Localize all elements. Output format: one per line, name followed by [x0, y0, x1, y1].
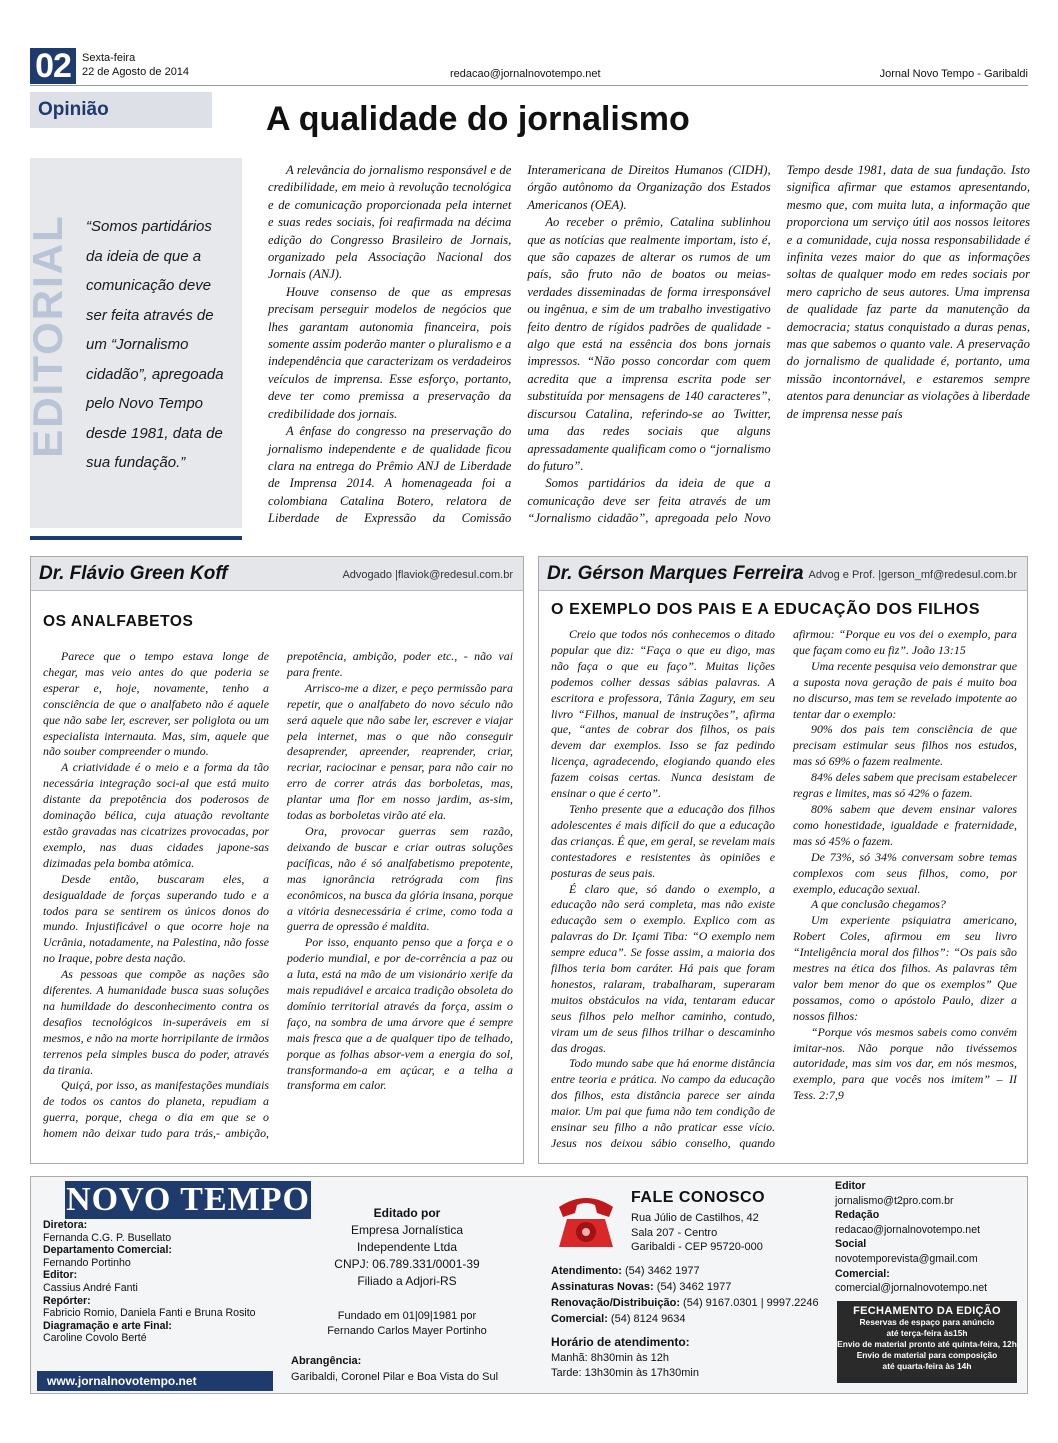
contact-label: Atendimento:: [551, 1265, 622, 1277]
closing-line: até quarta-feira às 14h: [882, 1361, 972, 1371]
staff-label: Repórter:: [43, 1294, 91, 1307]
closing-title: FECHAMENTO DA EDIÇÃO: [853, 1305, 1001, 1317]
article-title: OS ANALFABETOS: [43, 613, 194, 630]
founded-line: Fernando Carlos Mayer Portinho: [327, 1325, 487, 1337]
header-email-link[interactable]: redacao@jornalnovotempo.net: [450, 68, 601, 80]
contact-phone: (54) 3462 1977: [656, 1281, 732, 1293]
hours-line: Tarde: 13h30min às 17h30min: [551, 1367, 699, 1379]
staff-value: Caroline Covolo Berté: [43, 1332, 147, 1345]
paragraph: 84% deles sabem que precisam estabelecer regras e limites, mas só 42% o fazem.: [793, 770, 1017, 801]
staff-list: [43, 1219, 283, 1345]
paragraph: Desde então, buscaram eles, a desigualdade de forças superando tudo e a todos para se sentirem os únicos donos do mundo. Injustificável o que ocorre hoje na Ucrânia, notadamente, na Palestina, não fosse no Iraque, pobre desta nação.: [43, 871, 269, 966]
section-tag: Opinião: [30, 92, 212, 128]
article-body: [551, 627, 1017, 1155]
newspaper-logo: NOVO TEMPO: [66, 1181, 310, 1218]
editorial-vertical-label: EDITORIAL: [24, 214, 71, 458]
staff-value: Fernanda C.G. P. Busellato: [43, 1231, 172, 1244]
founded-line: Fundado em 01|09|1981 por: [337, 1310, 477, 1322]
date: 22 de Agosto de 2014: [82, 66, 190, 78]
paragraph: Tenho presente que a educação dos filhos adolescentes é mais difícil do que a educação das crianças. É que, em geral, se revelam mais contestadores e resistentes às opiniões e posturas de seus pais.: [551, 801, 775, 880]
publisher-title: Editado por: [373, 1206, 441, 1220]
paragraph: Ora, provocar guerras sem razão, deixando de buscar e criar outras soluções pacíficas, não é só analfabetismo prepotente, mas ignorância retrógrada com fins econômicos, na busca da glória insana, porque a vitória desnecessária é crime, como toda a guerra de opressão é maldita.: [287, 823, 513, 934]
article-exemplo-dos-pais: [538, 556, 1028, 1164]
article-author: Dr. Gérson Marques Ferreira: [547, 563, 804, 584]
address-block: [631, 1211, 763, 1255]
closing-line: até terça-feira às15h: [886, 1328, 968, 1338]
paragraph: Somos partidários da ideia de que a comunicação deve ser feita através de um “Jornalismo cidadão”, apregoada pelo Novo Tempo desde 1981, data de sua fundação. Isto significa afirmar que estamos apresentando, mesmo que, com muita luta, a informação que proporciona um serviço útil aos nossos leitores e a comunidade, cuja nossa responsabilidade é infinita vezes maior do que as informações soltas de qualquer modo em redes sociais por mero capricho de seus autores. Uma imprensa de qualidade faz parte da manutenção da democracia; status conquistado a duras penas, mas que sabemos o quanto vale. A preservação do jornalismo de qualidade é, portanto, uma missão incontornável, e estaremos sempre atentos para denunciar as violações à liberdade de imprensa nesse país: [527, 163, 1030, 526]
paragraph: De 73%, só 34% conversam sobre temas complexos com seus filhos, como, por exemplo, educação sexual.: [793, 849, 1017, 896]
contact-phone: (54) 8124 9634: [610, 1313, 686, 1325]
contact-phone: (54) 9167.0301 | 9997.2246: [683, 1297, 819, 1309]
paragraph: “Porque vós mesmos sabeis como convém imitar-nos. Não porque não tivéssemos autoridade, mas sim vos dar, em nós mesmos, exemplo, para que vocês nos imitem” – II Tess. 2:7,9: [793, 1024, 1017, 1103]
contact-title: FALE CONOSCO: [631, 1189, 766, 1206]
staff-value: Fernando Portinho: [43, 1256, 131, 1269]
contact-row: [551, 1263, 831, 1279]
hours-line: Manhã: 8h30min às 12h: [551, 1352, 670, 1364]
article-author-contact[interactable]: Advog e Prof. |gerson_mf@redesul.com.br: [808, 569, 1017, 581]
closing-info-box: [837, 1301, 1017, 1383]
email-label: Editor: [835, 1180, 866, 1192]
contact-row: [551, 1279, 831, 1295]
email-link[interactable]: comercial@jornalnovotempo.net: [835, 1282, 988, 1295]
contact-phone: (54) 3462 1977: [624, 1265, 700, 1277]
paragraph: Arrisco-me a dizer, e peço permissão para repetir, que o analfabeto do novo século não será aquele que não sabe ler, escrever e viajar pela internet, mas o que não conseguir desaprender, apreender, reaprender, criar, recriar, raciocinar e pensar, para não cair no erro de correr atrás das borboletas, mas, plantar uma flor em nosso jardim, as-sim, todas as borboletas virão até ela.: [287, 680, 513, 823]
staff-value: Fabricio Romio, Daniela Fanti e Bruna Rosito: [43, 1307, 256, 1320]
email-label: Redação: [835, 1209, 880, 1222]
editorial-body: [268, 162, 1030, 532]
contact-row: [551, 1295, 831, 1311]
contact-row: [551, 1311, 831, 1327]
email-link[interactable]: novotemporevista@gmail.com: [835, 1252, 978, 1265]
page-number: 02: [30, 48, 76, 84]
paragraph: 80% sabem que devem ensinar valores como honestidade, igualdade e fraternidade, mas só 45% o fazem.: [793, 801, 1017, 848]
closing-line: Envio de material para composição: [856, 1350, 998, 1360]
paragraph: A relevância do jornalismo responsável e de credibilidade, em meio à revolução tecnológica e de comunicação proporcionada pela internet e suas redes sociais, foi reafirmada na décima edição do Congresso Brasileiro de Jornais, organizado pela Associação Nacional dos Jornais (ANJ).: [268, 163, 512, 282]
red-telephone-icon: [551, 1187, 621, 1253]
paragraph: Houve consenso de que as empresas precisam perseguir modelos de negócios que lhes garantam autonomia financeira, pois somente assim poderão manter o pluralismo e a independência que caracterizam os verdadeiros veículos de imprensa. Esse esforço, portanto, deve ter como premissa a preservação da credibilidade dos jornais.: [268, 284, 512, 421]
address-line: Rua Júlio de Castilhos, 42: [631, 1212, 759, 1224]
editorial-pull-quote: “Somos partidários da ideia de que a comunicação deve ser feita através de um “Jornalismo cidadão”, apregoada pelo Novo Tempo desde 1981, data de sua fundação.”: [86, 218, 224, 471]
closing-line: Envio de material pronto até quinta-feira, 12h: [837, 1339, 1017, 1349]
article-title: O EXEMPLO DOS PAIS E A EDUCAÇÃO DOS FILHOS: [551, 601, 981, 618]
address-line: Sala 207 - Centro: [631, 1226, 718, 1239]
page-title: A qualidade do jornalismo: [266, 100, 690, 138]
contact-label: Renovação/Distribuição:: [551, 1297, 680, 1309]
paragraph: Parece que o tempo estava longe de chegar, mas veio antes do que poderia se esperar e, hoje, novamente, tenho a consciência de que o analfabeto não é aquele que não sabe ler, escrever, ser poliglota ou um especialista internauta. Mas, sim, aquele que não souber compreender o mundo.: [43, 649, 269, 759]
email-contacts: [835, 1179, 1025, 1296]
paragraph: A que conclusão chegamos?: [811, 897, 946, 912]
publisher-block: [301, 1205, 513, 1290]
hours-title: Horário de atendimento:: [551, 1335, 690, 1349]
staff-label: Diretora:: [43, 1219, 88, 1231]
weekday: Sexta-feira: [82, 52, 136, 64]
date-block: [82, 51, 189, 79]
paragraph: As pessoas que compõe as nações são diferentes. A humanidade busca suas soluções na humildade do desconhecimento contra os desafios tecnológicos in-superáveis em si mesmos, e não na morte horripilante de irmãos terrenos pela simples busca do poder, através da tirania.: [43, 967, 269, 1077]
paragraph: Todo mundo sabe que há enorme distância entre teoria e prática. No campo da educação dos filhos, esta distância parece ser ainda maior. Um pai que fuma não tem condição de ensinar seu filho a não praticar esse vício. Jesus nos deixou sábio conselho, quando afirmou: “Porque eu vos dei o exemplo, para que façam como eu fiz”. João 13:15: [551, 627, 1017, 1150]
email-label: Social: [835, 1238, 867, 1251]
divider: [30, 536, 242, 540]
article-author: Dr. Flávio Green Koff: [39, 563, 228, 584]
page-header: [30, 48, 1028, 86]
paragraph: 90% dos pais tem consciência de que precisam estimular seus filhos nos estudos, mas só 69% o fazem realmente.: [793, 722, 1017, 769]
email-link[interactable]: redacao@jornalnovotempo.net: [835, 1223, 981, 1236]
paragraph: Uma recente pesquisa veio demonstrar que a suposta nova geração de pais é muito boa no discurso, mas tem se revelado impotente ao tentar dar o exemplo:: [793, 658, 1017, 721]
email-link[interactable]: jornalismo@t2pro.com.br: [835, 1194, 954, 1207]
article-header: [539, 557, 1027, 591]
email-label: Comercial:: [835, 1267, 890, 1280]
founded-block: [301, 1309, 513, 1339]
closing-line: Reservas de espaço para anúncio: [859, 1317, 995, 1327]
address-line: Garibaldi - CEP 95720-000: [631, 1241, 763, 1253]
hours-block: [551, 1351, 699, 1381]
paragraph: A ênfase do congresso na preservação do jornalismo independente e de qualidade ficou clara na entrega do Prêmio ANJ de Liberdade de Imprensa 2014. A homenageada foi a colombiana Catalina Botero, relatora de Liberdade de Expressão da Comissão Interamericana de Direitos Humanos (CIDH), órgão autônomo da Organização dos Estados Americanos (OEA).: [268, 163, 771, 526]
coverage-label: Abrangência:: [291, 1355, 362, 1367]
coverage-block: [291, 1353, 541, 1385]
staff-label: Editor:: [43, 1269, 78, 1282]
contact-label: Assinaturas Novas:: [551, 1281, 654, 1293]
paragraph: Um experiente psiquiatra americano, Robert Coles, afirmou em seu livro “Inteligência moral dos filhos”: “Os pais são mestres na ética dos filhos. As palavras têm valor bem menor do que os exemplos” Que possamos, como o apóstolo Paulo, dizer a nossos filhos:: [793, 913, 1017, 1023]
paragraph: Por isso, enquanto penso que a força e o poderio mundial, e por de-corrência a paz ou a luta, está na mão de um visionário xerife da mais repudiável e arcaica tradição obsoleta do domínio territorial através da força, assim o faço, na sombra de uma árvore que é sempre mais fresca que a de qualquer tipo de telhado, porque as folhas absor-vem a energia do sol, transformando-a em açúcar, e a telha a transforma em calor.: [287, 935, 513, 1093]
website-link[interactable]: www.jornalnovotempo.net: [37, 1371, 273, 1391]
article-author-contact[interactable]: Advogado |flaviok@redesul.com.br: [342, 569, 513, 581]
staff-label: Diagramação e arte Final:: [43, 1319, 172, 1332]
staff-value: Cassius André Fanti: [43, 1281, 138, 1294]
paragraph: Ao receber o prêmio, Catalina sublinhou que as notícias que realmente importam, isto é, que são capazes de alterar os rumos de um país, são fruto não de boatos ou meias-verdades disseminadas de forma irresponsável ou ingênua, e sim de um trabalho investigativo feito dentro de rígidos padrões de qualidade - algo que está na essência dos bons jornais impressos. “Não posso concordar com quem acredita que a imprensa escrita pode ser substituída por mensagens de 140 caracteres”, discursou Catalina, referindo-se ao Twitter, uma das redes sociais que alguns apressadamente qualificam como o “jornalismo do futuro”.: [527, 215, 771, 473]
paragraph: A criatividade é o meio e a forma da tão necessária integração soci-al que está muito distante da prepotência dos poderosos de dominação bélica, cuja atuação revoltante estão gravadas nas cicatrizes provocadas, por exemplo, nas duas cidades japone-sas dizimadas pela bomba atômica.: [43, 760, 269, 870]
publisher-line: Empresa Jornalística: [350, 1223, 464, 1237]
newspaper-name: Jornal Novo Tempo - Garibaldi: [879, 68, 1028, 80]
paragraph: É claro que, só dando o exemplo, a educação não será completa, mas não existe educação sem o exemplo. Explico com as palavras do Dr. Içami Tiba: “O exemplo nem sempre educa”. Se fosse assim, a maioria dos filhos teria bom caráter. Há pais que foram honestos, ralaram, trabalharam, superaram muitos obstáculos na vida, tentaram educar seus filhos pelo melhor caminho, contudo, viram um de seus filhos trilhar o descaminho das drogas.: [551, 881, 775, 1055]
masthead-footer: [30, 1176, 1028, 1394]
paragraph: Quiçá, por isso, as manifestações mundiais de todos os cantos do planeta, repudiam a guerra, porque, chega o dia em que se o homem não deixar tudo para trás,- ambição, prepotência, ambição, poder etc., - não vai para frente.: [43, 649, 513, 1141]
staff-label: Departamento Comercial:: [43, 1244, 172, 1257]
article-analfabetos: [30, 556, 524, 1164]
publisher-line: Filiado a Adjori-RS: [357, 1274, 457, 1288]
publisher-line: Independente Ltda: [356, 1240, 458, 1254]
contact-label: Comercial:: [551, 1313, 608, 1325]
article-body: [43, 649, 513, 1155]
publisher-line: CNPJ: 06.789.331/0001-39: [334, 1257, 480, 1271]
article-header: [31, 557, 523, 591]
paragraph: Creio que todos nós conhecemos o ditado popular que diz: “Faça o que eu digo, mas não faça o que eu faço”. Muitas lições podemos colher dessas sábias palavras. A escritora e professora, Tânia Zagury, em seu livro “Filhos, manual de instruções”, afirma que, “antes de cobrar dos filhos, os pais devem dar exemplos. Isso se faz pedindo licença, agradecendo, elogiando quando eles fazem coisas certas. Nunca desistam de ensinar o que é certo”.: [551, 627, 775, 801]
phone-contacts: [551, 1263, 831, 1327]
coverage-value: Garibaldi, Coronel Pilar e Boa Vista do Sul: [291, 1371, 499, 1383]
